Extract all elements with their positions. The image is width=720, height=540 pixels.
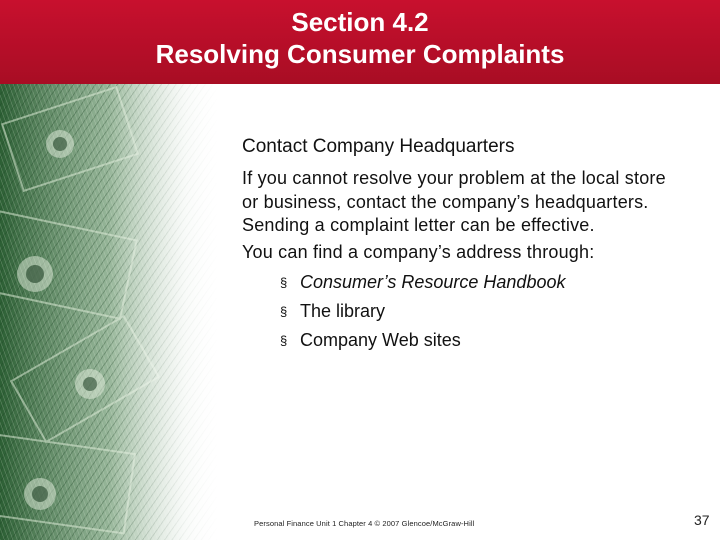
list-item-label: Company Web sites <box>300 330 461 350</box>
content-subheading: Contact Company Headquarters <box>242 136 515 157</box>
resource-list <box>242 268 682 355</box>
bullet-icon: § <box>280 304 288 319</box>
list-item-label: Consumer’s Resource Handbook <box>300 272 566 292</box>
money-background-image <box>0 84 218 540</box>
paragraph-find-address: You can find a company’s address through: <box>242 241 595 262</box>
list-item-label: The library <box>300 301 386 321</box>
footer-credit: Personal Finance Unit 1 Chapter 4 © 2007 Glencoe/McGraw-Hill <box>254 519 475 528</box>
bullet-icon: § <box>280 333 288 348</box>
paragraph-resolve: If you cannot resolve your problem at the local store or business, contact the company’s headquarters. Sending a complaint letter can be effective. <box>242 168 666 235</box>
slide-title: Resolving Consumer Complaints <box>155 39 565 69</box>
bullet-icon: § <box>280 275 288 290</box>
slide-content <box>242 135 682 355</box>
list-item <box>242 268 682 297</box>
list-item <box>242 297 682 326</box>
page-number: 37 <box>694 512 710 528</box>
list-item <box>242 326 682 355</box>
section-title: Section 4.2 <box>291 7 429 37</box>
slide-header <box>0 0 720 84</box>
